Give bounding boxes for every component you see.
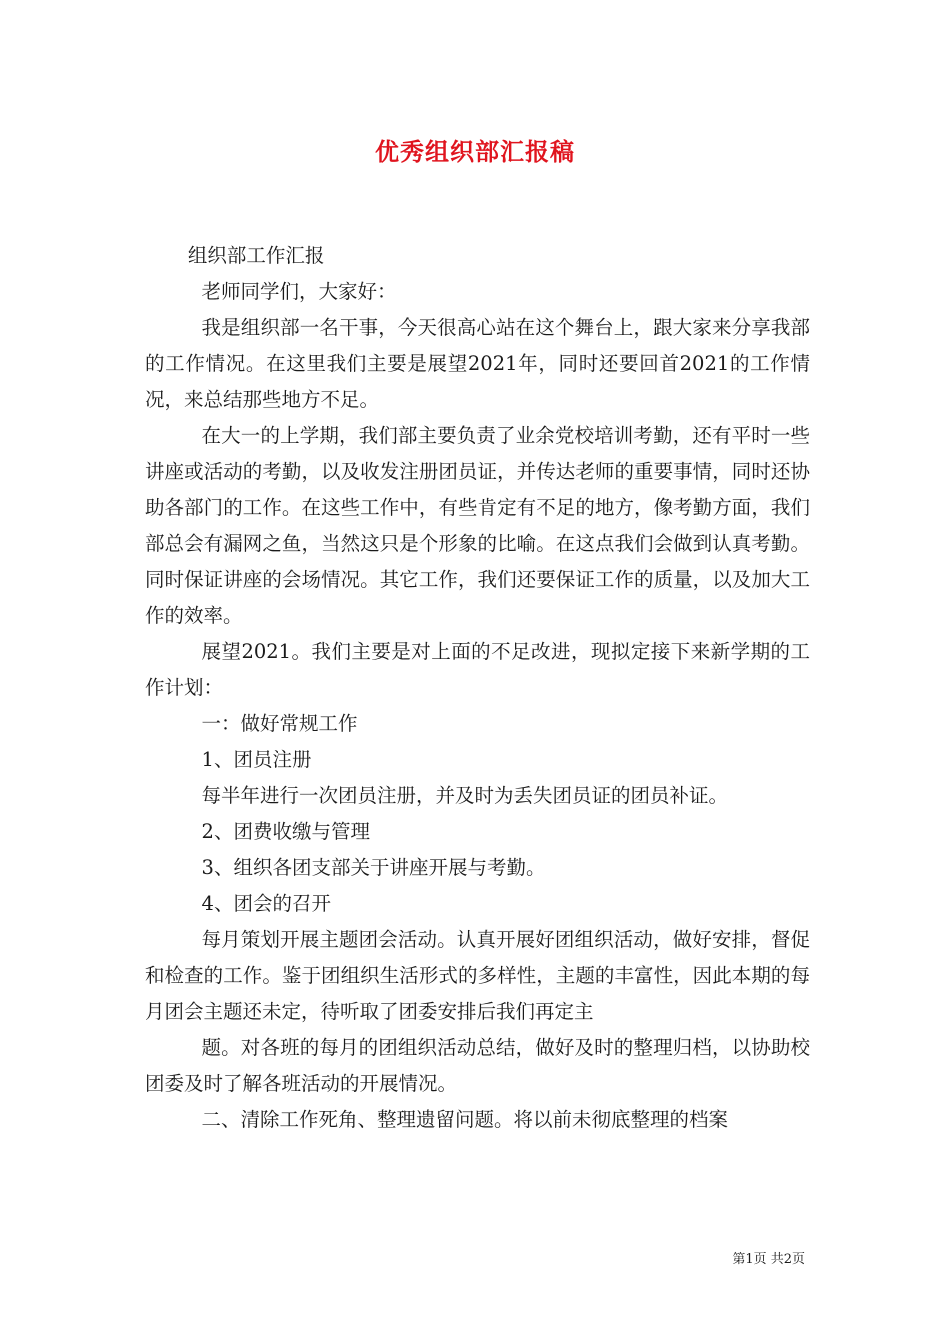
paragraph-section-two: 二、清除工作死角、整理遗留问题。将以前未彻底整理的档案 [201,1108,729,1131]
paragraph-item-4-detail: 每月策划开展主题团会活动。认真开展好团组织活动，做好安排，督促和检查的工作。鉴于团组织生活形式的多样性，主题的丰富性，因此本期的每月团会主题还未定，待听取了团委安排后我们再定主 [145,928,810,1023]
paragraph-item-3: 3、组织各团支部关于讲座开展与考勤。 [201,856,546,879]
document-body [145,238,810,1138]
paragraph-greeting: 老师同学们，大家好： [201,280,397,303]
paragraph-item-1-detail: 每半年进行一次团员注册，并及时为丢失团员证的团员补证。 [201,784,729,807]
paragraph-item-1: 1、团员注册 [201,748,312,771]
paragraph-review: 在大一的上学期，我们部主要负责了业余党校培训考勤，还有平时一些讲座或活动的考勤，以及收发注册团员证，并传达老师的重要事情，同时还协助各部门的工作。在这些工作中，有些肯定有不足的地方，像考勤方面，我们部总会有漏网之鱼，当然这只是个形象的比喻。在这点我们会做到认真考勤。同时保证讲座的会场情况。其它工作，我们还要保证工作的质量，以及加大工作的效率。 [145,424,810,627]
paragraph-intro: 我是组织部一名干事，今天很高心站在这个舞台上，跟大家来分享我部的工作情况。在这里我们主要是展望2021年，同时还要回首2021的工作情况，来总结那些地方不足。 [145,316,810,411]
paragraph-heading: 组织部工作汇报 [187,244,325,267]
paragraph-item-4: 4、团会的召开 [201,892,331,915]
paragraph-outlook: 展望2021。我们主要是对上面的不足改进，现拟定接下来新学期的工作计划： [145,640,810,699]
document-title: 优秀组织部汇报稿 [375,137,575,166]
page-number: 第1页 共2页 [732,1252,805,1267]
paragraph-item-2: 2、团费收缴与管理 [201,820,370,843]
paragraph-item-4-continued: 题。对各班的每月的团组织活动总结，做好及时的整理归档，以协助校团委及时了解各班活动的开展情况。 [145,1036,810,1095]
paragraph-section-one: 一：做好常规工作 [201,712,358,735]
